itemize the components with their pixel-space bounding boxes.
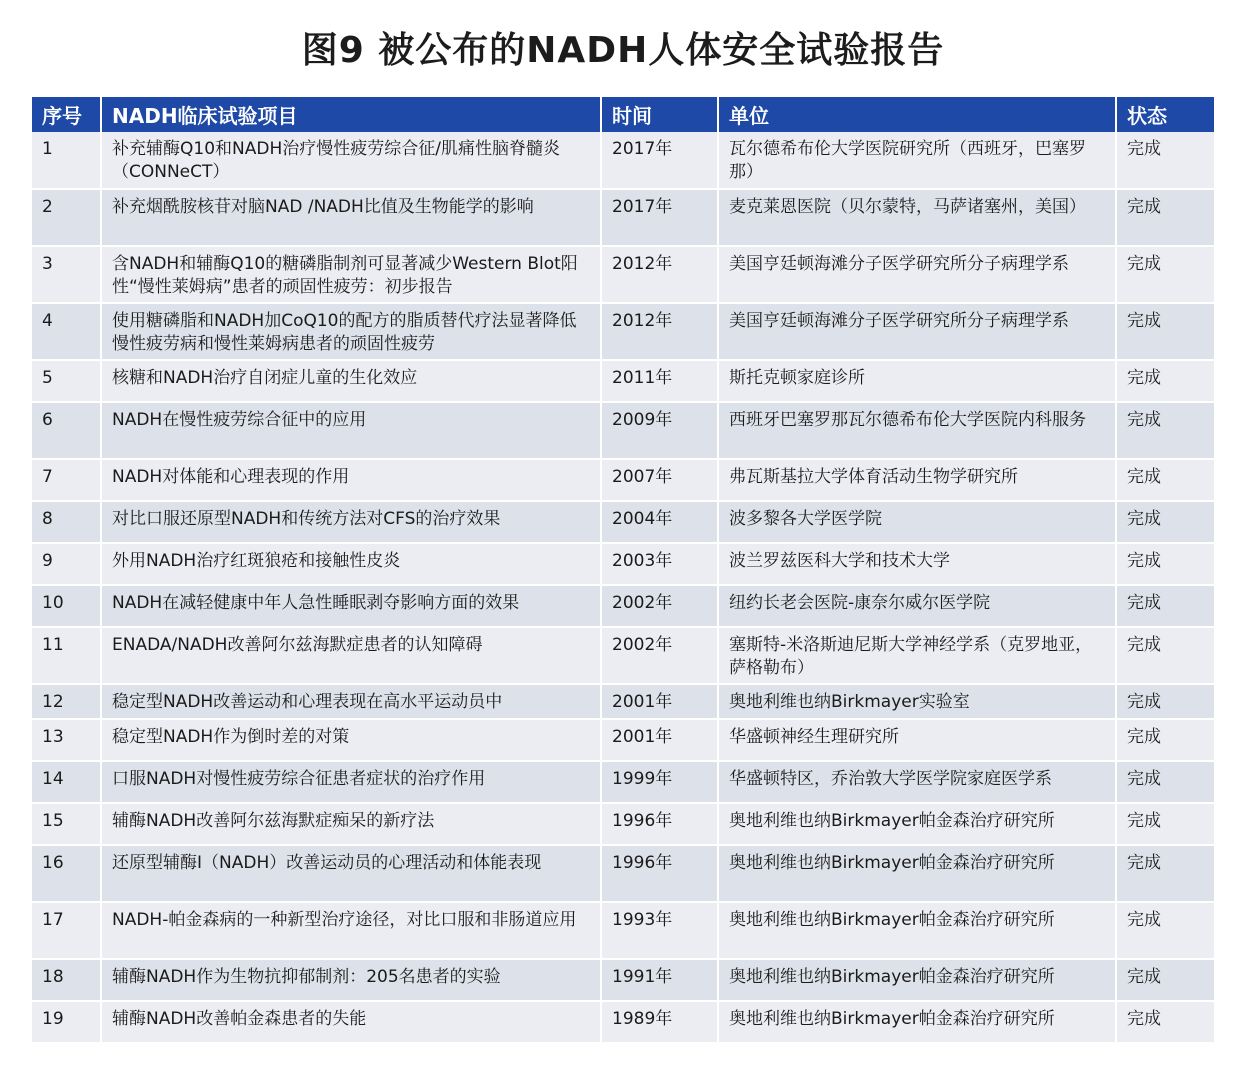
cell-time: 1991年: [601, 959, 718, 1001]
table-row: [32, 543, 1214, 585]
cell-status: 完成: [1116, 902, 1214, 959]
cell-number: 8: [32, 501, 101, 543]
cell-trial-item: 对比口服还原型NADH和传统方法对CFS的治疗效果: [101, 501, 601, 543]
cell-time: 2012年: [601, 246, 718, 303]
cell-trial-item: 含NADH和辅酶Q10的糖磷脂制剂可显著减少Western Blot阳性“慢性莱姆病”患者的顽固性疲劳：初步报告: [101, 246, 601, 303]
cell-number: 9: [32, 543, 101, 585]
cell-status: 完成: [1116, 719, 1214, 761]
cell-number: 16: [32, 845, 101, 902]
cell-status: 完成: [1116, 246, 1214, 303]
cell-number: 3: [32, 246, 101, 303]
cell-status: 完成: [1116, 585, 1214, 627]
cell-number: 1: [32, 132, 101, 189]
cell-number: 4: [32, 303, 101, 360]
table-row: [32, 501, 1214, 543]
cell-time: 2002年: [601, 585, 718, 627]
cell-status: 完成: [1116, 501, 1214, 543]
table-body: [32, 132, 1214, 1043]
table-row: [32, 360, 1214, 402]
table-row: [32, 402, 1214, 459]
cell-unit: 弗瓦斯基拉大学体育活动生物学研究所: [718, 459, 1116, 501]
cell-time: 2001年: [601, 684, 718, 719]
cell-status: 完成: [1116, 761, 1214, 803]
table-row: [32, 132, 1214, 189]
cell-time: 1996年: [601, 845, 718, 902]
cell-time: 2017年: [601, 189, 718, 246]
cell-number: 19: [32, 1001, 101, 1043]
cell-status: 完成: [1116, 303, 1214, 360]
cell-trial-item: 辅酶NADH作为生物抗抑郁制剂：205名患者的实验: [101, 959, 601, 1001]
cell-time: 2009年: [601, 402, 718, 459]
cell-time: 1989年: [601, 1001, 718, 1043]
table-row: [32, 959, 1214, 1001]
cell-trial-item: NADH-帕金森病的一种新型治疗途径，对比口服和非肠道应用: [101, 902, 601, 959]
cell-unit: 瓦尔德希布伦大学医院研究所（西班牙，巴塞罗那）: [718, 132, 1116, 189]
cell-trial-item: 稳定型NADH改善运动和心理表现在高水平运动员中: [101, 684, 601, 719]
cell-status: 完成: [1116, 1001, 1214, 1043]
cell-unit: 华盛顿神经生理研究所: [718, 719, 1116, 761]
cell-time: 2007年: [601, 459, 718, 501]
cell-number: 2: [32, 189, 101, 246]
cell-number: 15: [32, 803, 101, 845]
table-row: [32, 845, 1214, 902]
cell-unit: 纽约长老会医院-康奈尔威尔医学院: [718, 585, 1116, 627]
cell-unit: 波兰罗兹医科大学和技术大学: [718, 543, 1116, 585]
cell-trial-item: 辅酶NADH改善帕金森患者的失能: [101, 1001, 601, 1043]
cell-time: 2003年: [601, 543, 718, 585]
cell-trial-item: 辅酶NADH改善阿尔兹海默症痴呆的新疗法: [101, 803, 601, 845]
cell-time: 2001年: [601, 719, 718, 761]
table-row: [32, 246, 1214, 303]
cell-trial-item: 使用糖磷脂和NADH加CoQ10的配方的脂质替代疗法显著降低慢性疲劳病和慢性莱姆病患者的顽固性疲劳: [101, 303, 601, 360]
cell-trial-item: NADH在慢性疲劳综合征中的应用: [101, 402, 601, 459]
cell-unit: 麦克莱恩医院（贝尔蒙特，马萨诸塞州，美国）: [718, 189, 1116, 246]
cell-time: 2012年: [601, 303, 718, 360]
cell-unit: 塞斯特-米洛斯迪尼斯大学神经学系（克罗地亚，萨格勒布）: [718, 627, 1116, 684]
cell-number: 17: [32, 902, 101, 959]
table-row: [32, 627, 1214, 684]
header-status: 状态: [1116, 97, 1214, 132]
cell-number: 7: [32, 459, 101, 501]
cell-unit: 斯托克顿家庭诊所: [718, 360, 1116, 402]
cell-unit: 奥地利维也纳Birkmayer帕金森治疗研究所: [718, 959, 1116, 1001]
cell-unit: 西班牙巴塞罗那瓦尔德希布伦大学医院内科服务: [718, 402, 1116, 459]
cell-number: 12: [32, 684, 101, 719]
table-row: [32, 1001, 1214, 1043]
table-header: [32, 97, 1214, 132]
cell-trial-item: 外用NADH治疗红斑狼疮和接触性皮炎: [101, 543, 601, 585]
cell-status: 完成: [1116, 684, 1214, 719]
cell-status: 完成: [1116, 845, 1214, 902]
cell-unit: 奥地利维也纳Birkmayer帕金森治疗研究所: [718, 1001, 1116, 1043]
table-row: [32, 719, 1214, 761]
cell-status: 完成: [1116, 459, 1214, 501]
cell-unit: 奥地利维也纳Birkmayer帕金森治疗研究所: [718, 902, 1116, 959]
cell-unit: 美国亨廷顿海滩分子医学研究所分子病理学系: [718, 246, 1116, 303]
cell-time: 1999年: [601, 761, 718, 803]
table-row: [32, 303, 1214, 360]
cell-trial-item: NADH在减轻健康中年人急性睡眠剥夺影响方面的效果: [101, 585, 601, 627]
cell-status: 完成: [1116, 189, 1214, 246]
cell-unit: 奥地利维也纳Birkmayer实验室: [718, 684, 1116, 719]
cell-status: 完成: [1116, 803, 1214, 845]
cell-unit: 奥地利维也纳Birkmayer帕金森治疗研究所: [718, 845, 1116, 902]
cell-number: 14: [32, 761, 101, 803]
cell-unit: 奥地利维也纳Birkmayer帕金森治疗研究所: [718, 803, 1116, 845]
cell-trial-item: ENADA/NADH改善阿尔兹海默症患者的认知障碍: [101, 627, 601, 684]
table-row: [32, 189, 1214, 246]
cell-number: 13: [32, 719, 101, 761]
table-row: [32, 585, 1214, 627]
cell-status: 完成: [1116, 360, 1214, 402]
cell-time: 2017年: [601, 132, 718, 189]
header-row: [32, 97, 1214, 132]
cell-status: 完成: [1116, 959, 1214, 1001]
cell-status: 完成: [1116, 132, 1214, 189]
cell-time: 2004年: [601, 501, 718, 543]
cell-unit: 波多黎各大学医学院: [718, 501, 1116, 543]
cell-unit: 华盛顿特区，乔治敦大学医学院家庭医学系: [718, 761, 1116, 803]
header-unit: 单位: [718, 97, 1116, 132]
cell-number: 5: [32, 360, 101, 402]
header-time: 时间: [601, 97, 718, 132]
cell-trial-item: 还原型辅酶I（NADH）改善运动员的心理活动和体能表现: [101, 845, 601, 902]
cell-number: 18: [32, 959, 101, 1001]
cell-number: 11: [32, 627, 101, 684]
table-row: [32, 684, 1214, 719]
page-title: 图9 被公布的NADH人体安全试验报告: [301, 30, 945, 71]
header-trial-item: NADH临床试验项目: [101, 97, 601, 132]
cell-number: 10: [32, 585, 101, 627]
cell-trial-item: 稳定型NADH作为倒时差的对策: [101, 719, 601, 761]
header-number: 序号: [32, 97, 101, 132]
cell-status: 完成: [1116, 402, 1214, 459]
cell-number: 6: [32, 402, 101, 459]
cell-time: 2011年: [601, 360, 718, 402]
cell-trial-item: 口服NADH对慢性疲劳综合征患者症状的治疗作用: [101, 761, 601, 803]
cell-trial-item: 核糖和NADH治疗自闭症儿童的生化效应: [101, 360, 601, 402]
trials-table: [32, 97, 1214, 1044]
cell-status: 完成: [1116, 627, 1214, 684]
cell-status: 完成: [1116, 543, 1214, 585]
cell-time: 2002年: [601, 627, 718, 684]
cell-trial-item: 补充辅酶Q10和NADH治疗慢性疲劳综合征/肌痛性脑脊髓炎（CONNeCT）: [101, 132, 601, 189]
table-row: [32, 803, 1214, 845]
cell-trial-item: NADH对体能和心理表现的作用: [101, 459, 601, 501]
table-row: [32, 459, 1214, 501]
cell-trial-item: 补充烟酰胺核苷对脑NAD /NADH比值及生物能学的影响: [101, 189, 601, 246]
table-row: [32, 902, 1214, 959]
cell-unit: 美国亨廷顿海滩分子医学研究所分子病理学系: [718, 303, 1116, 360]
table-row: [32, 761, 1214, 803]
cell-time: 1993年: [601, 902, 718, 959]
cell-time: 1996年: [601, 803, 718, 845]
